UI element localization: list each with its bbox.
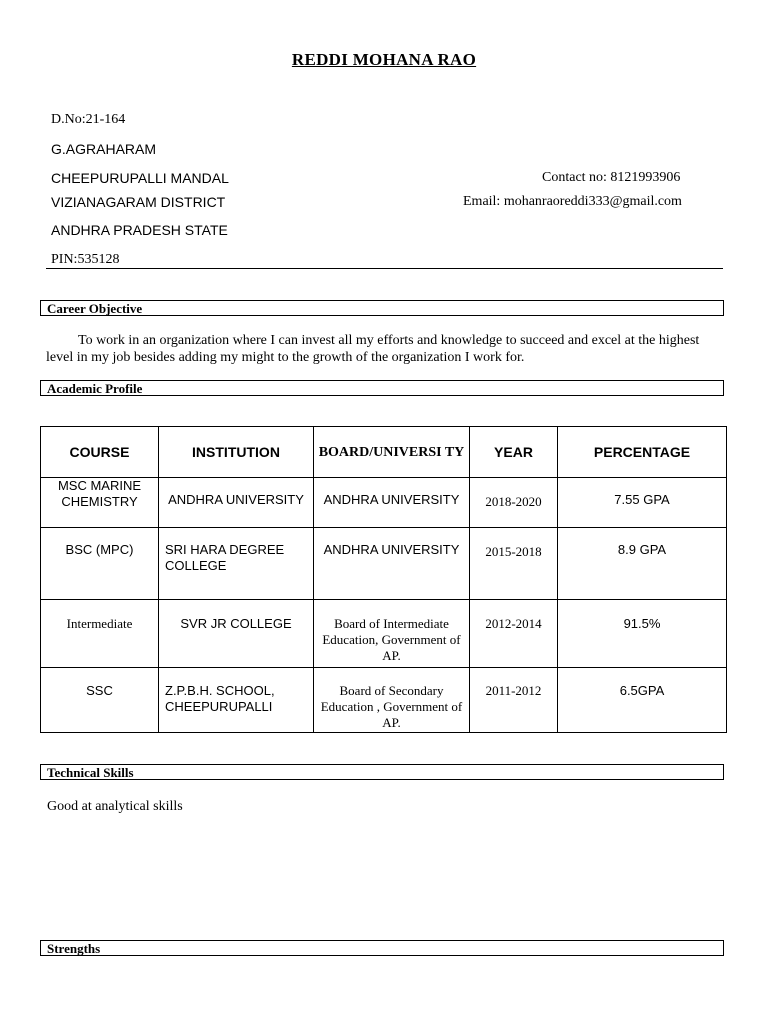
cell-board: Board of Secondary Education , Government of AP. <box>314 668 470 733</box>
cell-year: 2012-2014 <box>470 600 558 668</box>
career-objective-text: To work in an organization where I can invest all my efforts and knowledge to succeed and excel at the highest level in my job besides adding my might to the growth of the organization I work for. <box>46 333 700 365</box>
cell-year: 2018-2020 <box>470 478 558 528</box>
address-state: ANDHRA PRADESH STATE <box>51 222 228 238</box>
address-pin: PIN:535128 <box>51 252 120 267</box>
cell-institution: Z.P.B.H. SCHOOL, CHEEPURUPALLI <box>159 668 314 733</box>
career-objective-header <box>40 300 724 316</box>
column-header-year: YEAR <box>470 427 558 478</box>
header-divider <box>46 268 723 269</box>
cell-percentage: 6.5GPA <box>558 668 727 733</box>
academic-profile-header <box>40 380 724 396</box>
contact-phone: Contact no: 8121993906 <box>542 170 681 185</box>
table-row <box>41 528 727 600</box>
cell-percentage: 8.9 GPA <box>558 528 727 600</box>
contact-email: Email: mohanraoreddi333@gmail.com <box>463 194 682 209</box>
cell-board: ANDHRA UNIVERSITY <box>314 478 470 528</box>
technical-skills-text: Good at analytical skills <box>47 799 183 814</box>
cell-course: BSC (MPC) <box>41 528 159 600</box>
section-title: Technical Skills <box>47 765 134 780</box>
cell-course: Intermediate <box>41 600 159 668</box>
technical-skills-header <box>40 764 724 780</box>
table-row <box>41 600 727 668</box>
table-row <box>41 668 727 733</box>
column-header-board: BOARD/UNIVERSI TY <box>314 427 470 478</box>
column-header-institution: INSTITUTION <box>159 427 314 478</box>
cell-institution: SRI HARA DEGREE COLLEGE <box>159 528 314 600</box>
cell-board: Board of Intermediate Education, Government of AP. <box>314 600 470 668</box>
address-district: VIZIANAGARAM DISTRICT <box>51 194 226 210</box>
column-header-course: COURSE <box>41 427 159 478</box>
cell-institution: SVR JR COLLEGE <box>159 600 314 668</box>
table-row <box>41 478 727 528</box>
academic-table <box>40 426 727 733</box>
cell-course: SSC <box>41 668 159 733</box>
address-village: G.AGRAHARAM <box>51 141 157 157</box>
cell-percentage: 91.5% <box>558 600 727 668</box>
cell-year: 2011-2012 <box>470 668 558 733</box>
cell-course: MSC MARINE CHEMISTRY <box>41 478 159 528</box>
strengths-header <box>40 940 724 956</box>
section-title: Strengths <box>47 941 101 956</box>
resume-name: REDDI MOHANA RAO <box>291 50 477 69</box>
column-header-percentage: PERCENTAGE <box>558 427 727 478</box>
address-mandal: CHEEPURUPALLI MANDAL <box>51 170 229 186</box>
address-door-no: D.No:21-164 <box>51 112 126 127</box>
cell-percentage: 7.55 GPA <box>558 478 727 528</box>
cell-year: 2015-2018 <box>470 528 558 600</box>
section-title: Career Objective <box>47 301 143 316</box>
table-header-row <box>41 427 727 478</box>
cell-institution: ANDHRA UNIVERSITY <box>159 478 314 528</box>
cell-board: ANDHRA UNIVERSITY <box>314 528 470 600</box>
section-title: Academic Profile <box>47 381 143 396</box>
